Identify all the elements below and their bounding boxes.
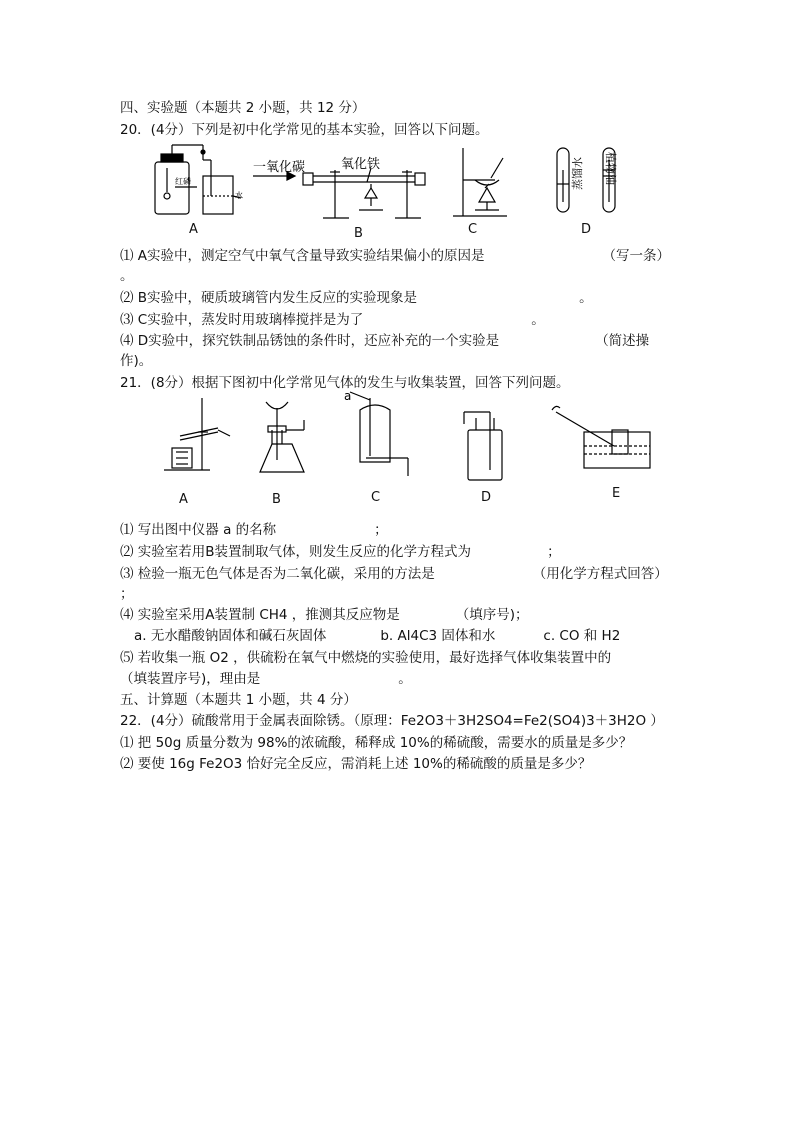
q22-part2: ⑵ 要使 16g Fe2O3 恰好完全反应，需消耗上述 10%的稀硫酸的质量是多少？ — [120, 756, 592, 772]
apparatus-d-bottle-icon — [464, 412, 502, 480]
q20-part3: ⑶ C实验中，蒸发时用玻璃棒搅拌是为了 。 — [120, 312, 545, 328]
q20-part1-end: 。 — [120, 268, 134, 284]
q21-part1: ⑴ 写出图中仪器 a 的名称 ； — [120, 522, 388, 538]
q21-part2: ⑵ 实验室若用B装置制取气体，则发生反应的化学方程式为 ； — [120, 544, 561, 560]
b-fe2o3-label: 氧化铁 — [341, 157, 381, 172]
q21-part4: ⑷ 实验室采用A装置制 CH4 ，推测其反应物是 （填序号)； — [120, 607, 529, 623]
d-water-label: 蒸馏水 — [571, 157, 584, 190]
q20-stem: 20．(4分）下列是初中化学常见的基本实验，回答以下问题。 — [120, 122, 489, 138]
q22-part1: ⑴ 把 50g 质量分数为 98%的浓硫酸，稀释成 10%的稀硫酸，需要水的质量是多少？ — [120, 735, 633, 751]
q21-part5-line2: （填装置序号)，理由是 。 — [120, 671, 412, 687]
apparatus-c-icon — [453, 148, 507, 216]
fig21-label-e: E — [612, 486, 621, 501]
d-oil-label: 植物油 — [604, 152, 617, 185]
a-water-label: 水 — [235, 191, 243, 200]
fig21-label-a: A — [179, 492, 188, 507]
q21-options: a. 无水醋酸钠固体和碱石灰固体 b. Al4C3 固体和水 c. CO 和 H2 — [134, 628, 621, 644]
fig20-label-a: A — [189, 222, 198, 237]
apparatus-e-trough-icon — [552, 406, 650, 468]
fig20-label-d: D — [581, 222, 592, 237]
section-4-title: 四、实验题（本题共 2 小题，共 12 分） — [120, 100, 366, 116]
q21-part3: ⑶ 检验一瓶无色气体是否为二氧化碳，采用的方法是 （用化学方程式回答） — [120, 566, 668, 582]
q21-part5: ⑸ 若收集一瓶 O2 ，供硫粉在氧气中燃烧的实验使用，最好选择气体收集装置中的 — [120, 650, 612, 666]
instrument-a-label: a — [344, 390, 352, 403]
b-co-label: 一氧化碳 — [253, 160, 306, 175]
fig21-label-b: B — [272, 492, 281, 507]
apparatus-b-icon — [253, 168, 425, 218]
apparatus-c-bottle-icon — [350, 392, 408, 476]
q20-part2: ⑵ B实验中，硬质玻璃管内发生反应的实验现象是 。 — [120, 290, 593, 306]
apparatus-a-heating-icon — [164, 398, 230, 470]
q21-part3-end: ； — [120, 586, 134, 602]
q22-stem: 22．(4分）硫酸常用于金属表面除锈。（原理：Fe2O3＋3H2SO4=Fe2(SO4)3＋3H2O ） — [120, 713, 664, 729]
apparatus-a-icon — [155, 145, 241, 214]
fig20-label-c: C — [468, 222, 478, 237]
q21-stem: 21．(8分）根据下图初中化学常见气体的发生与收集装置，回答下列问题。 — [120, 375, 570, 391]
q20-part4-end: 作)。 — [120, 353, 153, 369]
fig21-label-c: C — [371, 490, 381, 505]
fig21-label-d: D — [481, 490, 492, 505]
section-5-title: 五、计算题（本题共 1 小题，共 4 分） — [120, 692, 357, 708]
apparatus-b-flask-icon — [260, 402, 304, 472]
svg-text:红磷: 红磷 — [175, 177, 191, 186]
q21-apparatus-figure — [150, 390, 670, 490]
fig20-label-b: B — [354, 226, 363, 241]
q20-part4: ⑷ D实验中，探究铁制品锈蚀的条件时，还应补充的一个实验是 （简述操 — [120, 333, 650, 349]
q20-part1: ⑴ A实验中，测定空气中氧气含量导致实验结果偏小的原因是 （写一条） — [120, 248, 671, 264]
